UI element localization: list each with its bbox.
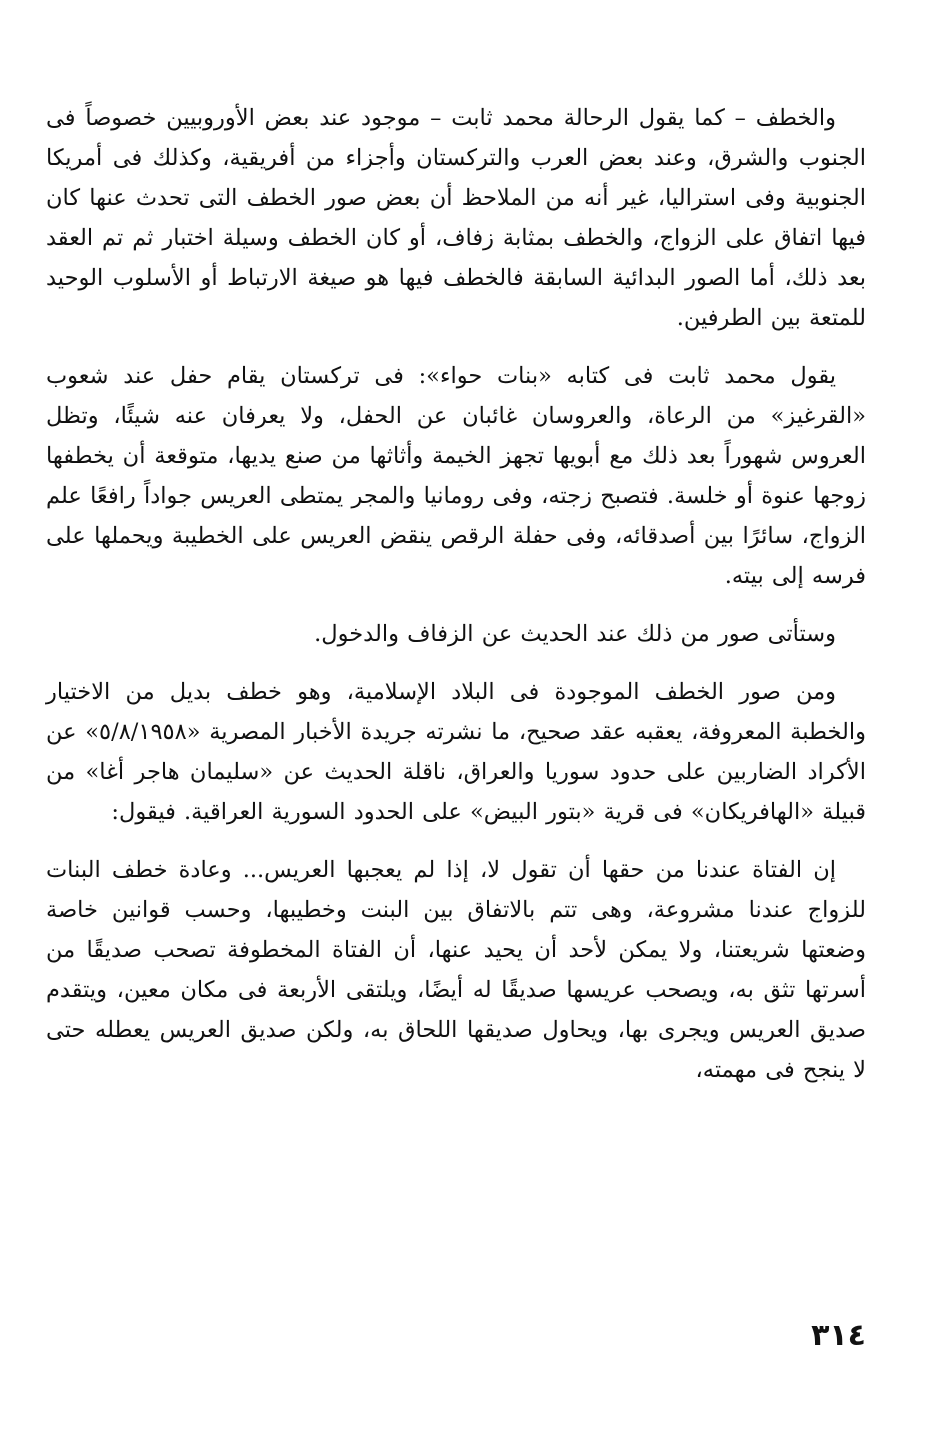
page-body xyxy=(46,98,866,1108)
paragraph-2: يقول محمد ثابت فى كتابه «بنات حواء»: فى تركستان يقام حفل عند شعوب «القرغيز» من الرعاة، والعروسان غائبان عن الحفل، ولا يعرفان عنه شيئًا، وتظل العروس شهوراً بعد ذلك مع أبويها تجهز الخيمة وأثاثها من صنع يديها، متوقعة أن يخطفها زوجها عنوة أو خلسة. فتصبح زجته، وفى رومانيا والمجر يمتطى العريس جواداً رافعًا علم الزواج، سائرًا بين أصدقائه، وفى حفلة الرقص ينقض العريس على الخطيبة ويحملها على فرسه إلى بيته. xyxy=(46,363,866,589)
paragraph-4: ومن صور الخطف الموجودة فى البلاد الإسلامية، وهو خطف بديل من الاختيار والخطبة المعروفة، يعقبه عقد صحيح، ما نشرته جريدة الأخبار المصرية «٥/٨/١٩٥٨» عن الأكراد الضاربين على حدود سوريا والعراق، ناقلة الحديث عن «سليمان هاجر أغا» من قبيلة «الهافريكان» فى قرية «بتور البيض» على الحدود السورية العراقية. فيقول: xyxy=(46,679,866,825)
paragraph-5: إن الفتاة عندنا من حقها أن تقول لا، إذا لم يعجبها العريس... وعادة خطف البنات للزواج عندنا مشروعة، وهى تتم بالاتفاق بين البنت وخطيبها، وحسب قوانين خاصة وضعتها شريعتنا، ولا يمكن لأحد أن يحيد عنها، أن الفتاة المخطوفة تصحب صديقًا من أسرتها تثق به، ويصحب عريسها صديقًا له أيضًا، ويلتقى الأربعة فى مكان معين، ويتقدم صديق العريس ويجرى بها، ويحاول صديقها اللحاق به، ولكن صديق العريس يعطله حتى لا ينجح فى مهمته، xyxy=(46,857,866,1083)
page-number: ٣١٤ xyxy=(811,1318,866,1353)
paragraph-3: وستأتى صور من ذلك عند الحديث عن الزفاف والدخول. xyxy=(314,621,836,647)
paragraph-1: والخطف – كما يقول الرحالة محمد ثابت – موجود عند بعض الأوروبيين خصوصاً فى الجنوب والشرق، وعند بعض العرب والتركستان وأجزاء من أفريقية، وكذلك فى أمريكا الجنوبية وفى استراليا، غير أنه من الملاحظ أن بعض صور الخطف التى تحدث عنها كان فيها اتفاق على الزواج، والخطف بمثابة زفاف، أو كان الخطف وسيلة اختبار ثم تم العقد بعد ذلك، أما الصور البدائية السابقة فالخطف فيها هو صيغة الارتباط أو الأسلوب الوحيد للمتعة بين الطرفين. xyxy=(46,105,866,331)
